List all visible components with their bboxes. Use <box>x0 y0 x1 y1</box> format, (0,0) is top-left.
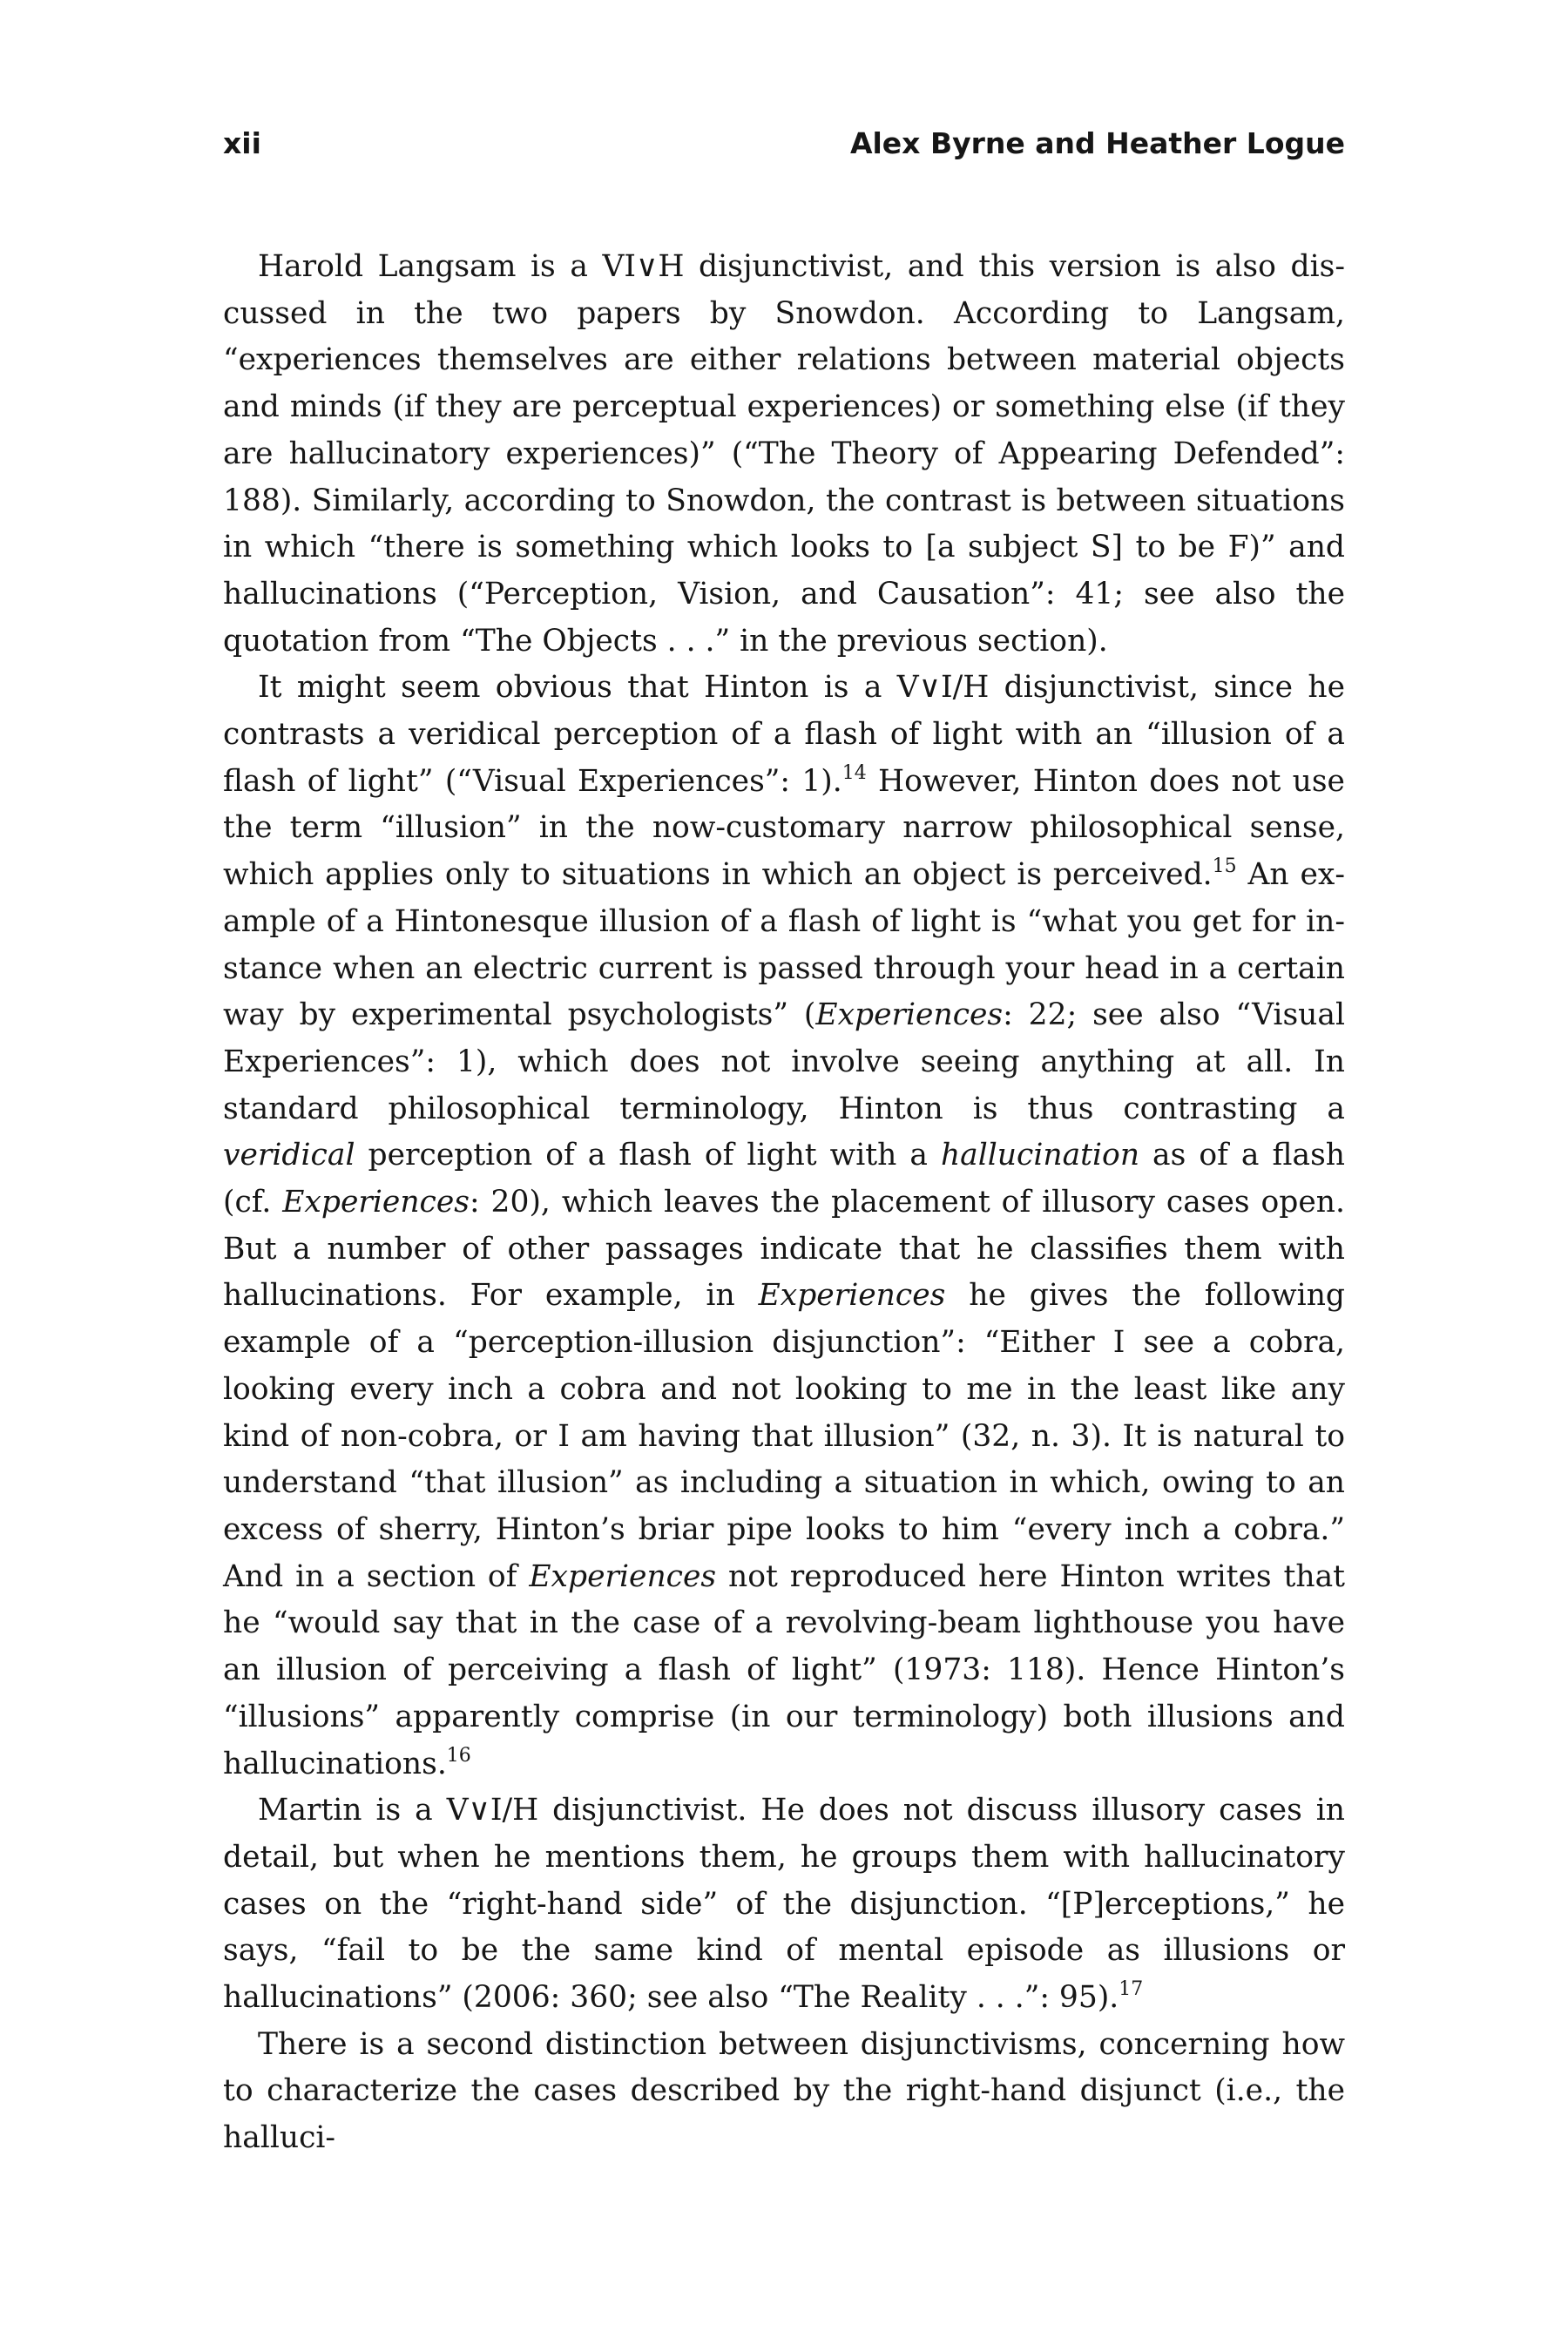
text-run: as of a flash (cf. <box>223 1138 1345 1220</box>
italic-title: Experiences <box>282 1185 470 1220</box>
footnote-marker: 14 <box>841 761 867 784</box>
paragraph <box>223 244 1345 665</box>
body-text <box>223 244 1345 2162</box>
paragraph <box>223 665 1345 1788</box>
footnote-marker: 17 <box>1119 1978 1144 2001</box>
italic-title: veridical <box>223 1138 355 1173</box>
italic-title: Experiences <box>815 997 1004 1033</box>
text-run: There is a second distinction between disjunctivisms, concerning how to characterize the cases described by the right-hand disjunct (i.e., the halluci- <box>223 2026 1345 2156</box>
text-run: perception of a flash of light with a <box>355 1138 941 1173</box>
text-run: : 20), which leaves the placement of illusory cases open. But a number of other passages indicate that he classifies them with hallucinations. For example, in <box>223 1185 1345 1314</box>
running-head <box>223 122 1345 166</box>
text-run: he gives the following example of a “perception-illusion disjunction”: “Either I see a cobra, looking every inch a cobra and not looking to me in the least like any kind of non-cobra, or I am having that illusion” (32, n. 3). It is natural to understand “that illusion” as including a situation in which, owing to an excess of sherry, Hinton’s briar pipe looks to him “every inch a cobra.” And in a section of <box>223 1278 1346 1594</box>
text-run: Harold Langsam is a VI∨H disjunctivist, and this version is also discussed in the two papers by Snowdon. According to Langsam, “experiences themselves are either relations between material objects and minds (if they are perceptual experiences) or something else (if they are hallucinatory experiences)” (“The Theory of Appearing Defended”: 188). Similarly, according to Snowdon, the contrast is between situations in which “there is something which looks to [a subject S] to be F)” and hallucinations (“Perception, Vision, and Causation”: 41; see also the quotation from “The Objects . . .” in the previous section). <box>223 249 1345 659</box>
italic-title: Experiences <box>758 1278 946 1314</box>
text-run: Martin is a V∨I/H disjunctivist. He does not discuss illusory cases in detail, but when he mentions them, he groups them with hallucinatory cases on the “right-hand side” of the disjunction. “[P]erceptions,” he says, “fail to be the same kind of mental episode as illusions or hallucinations” (2006: 360; see also “The Reality . . .”: 95). <box>223 1793 1345 2016</box>
page-number: xii <box>223 126 261 160</box>
paragraph <box>223 1788 1345 2022</box>
text-run: not reproduced here Hinton writes that he “would say that in the case of a revolving-beam lighthouse you have an illusion of perceiving a flash of light” (1973: 118). Hence Hinton’s “illusions” apparently comprise (in our terminology) both illusions and hallucinations. <box>223 1558 1346 1781</box>
italic-title: Experiences <box>529 1558 717 1594</box>
footnote-marker: 16 <box>446 1744 471 1767</box>
paragraph <box>223 2022 1345 2162</box>
running-head-authors: Alex Byrne and Heather Logue <box>849 126 1345 160</box>
text-run: An example of a Hintonesque illusion of a flash of light is “what you get for instance when an electric current is passed through your head in a certain way by experimental psychologists” ( <box>223 857 1345 1033</box>
text-run: It might seem obvious that Hinton is a V∨I/H disjunctivist, since he contrasts a veridical perception of a flash of light with an “illusion of a flash of light” (“Visual Experiences”: 1). <box>223 670 1345 799</box>
text-run: : 22; see also “Visual Experiences”: 1), which does not involve seeing anything at all. In standard philosophical terminology, Hinton is thus contrasting a <box>223 997 1345 1126</box>
text-run: However, Hinton does not use the term “illusion” in the now-customary narrow philosophical sense, which applies only to situations in which an object is perceived. <box>223 763 1345 893</box>
italic-title: hallucination <box>940 1138 1140 1173</box>
footnote-marker: 15 <box>1212 855 1237 878</box>
